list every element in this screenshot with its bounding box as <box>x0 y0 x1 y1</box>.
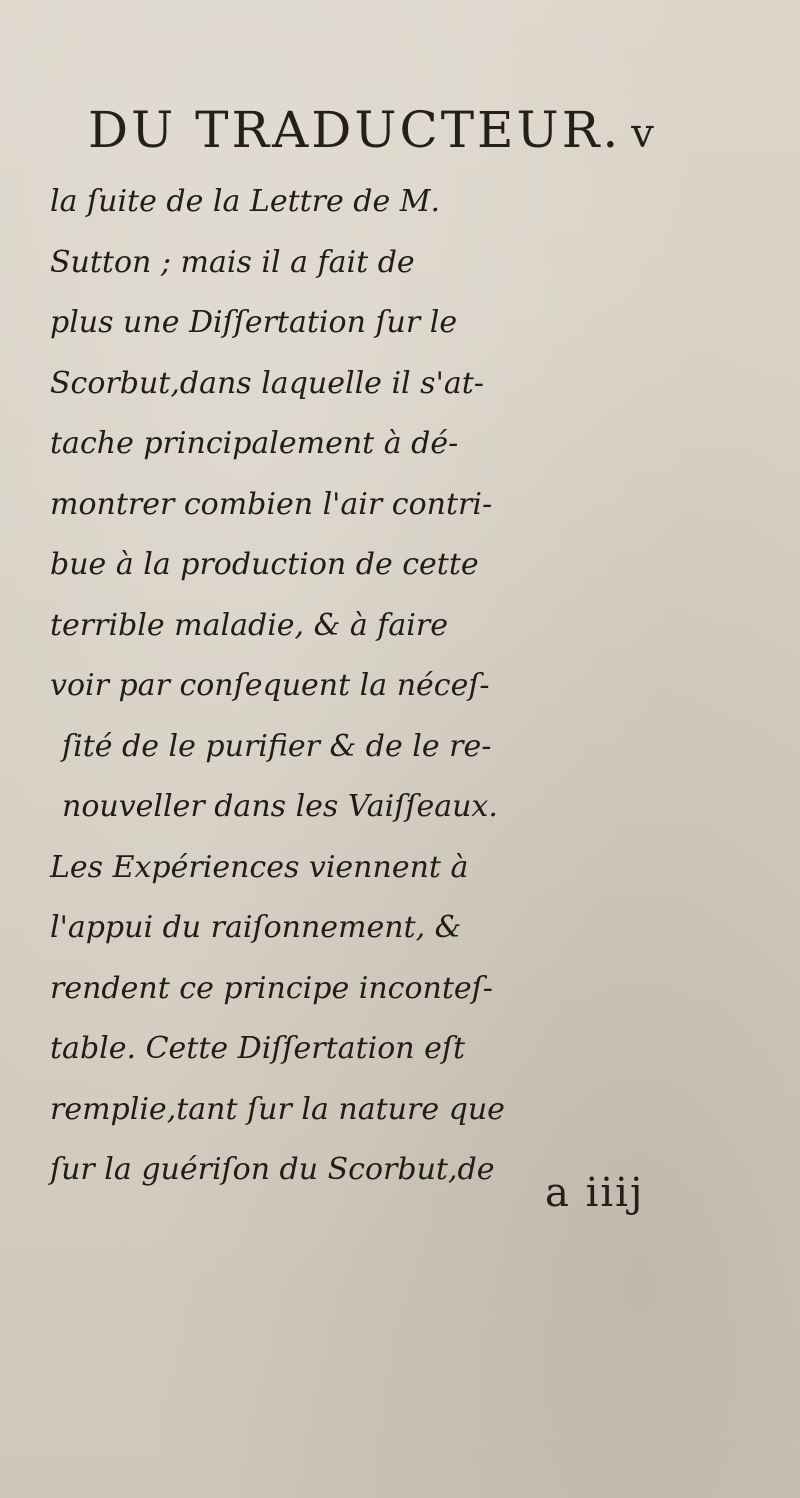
running-head <box>88 100 748 164</box>
text-line: nouveller dans les Vaiſſeaux. <box>62 789 498 824</box>
text-line: montrer combien l'air contri- <box>50 486 493 522</box>
text-line: table. Cette Diſſertation eſt <box>50 1031 466 1066</box>
text-line: terrible maladie, & à faire <box>50 607 448 643</box>
text-line: ſur la guériſon du Scorbut,de <box>50 1152 495 1187</box>
text-line: Les Expériences viennent à <box>50 849 469 885</box>
signature-mark: v <box>631 111 654 157</box>
body-text <box>50 172 770 1201</box>
text-line: plus une Diſſertation ſur le <box>50 305 458 340</box>
text-line: Sutton ; mais il a fait de <box>50 244 415 280</box>
text-line: l'appui du raiſonnement, & <box>50 910 462 945</box>
text-line: voir par conſequent la néceſ- <box>50 668 490 703</box>
text-line: Scorbut,dans laquelle il s'at- <box>50 365 484 401</box>
text-line: tache principalement à dé- <box>50 426 459 461</box>
running-head-title: DU TRADUCTEUR. <box>88 101 622 159</box>
text-line: ſité de le purifier & de le re- <box>62 728 492 764</box>
catchword: a iiij <box>545 1170 645 1216</box>
text-line: rendent ce principe inconteſ- <box>50 970 493 1006</box>
text-line: bue à la production de cette <box>50 547 479 582</box>
text-line: remplie,tant ſur la nature que <box>50 1091 505 1127</box>
text-line: la ſuite de la Lettre de M. <box>50 184 441 219</box>
